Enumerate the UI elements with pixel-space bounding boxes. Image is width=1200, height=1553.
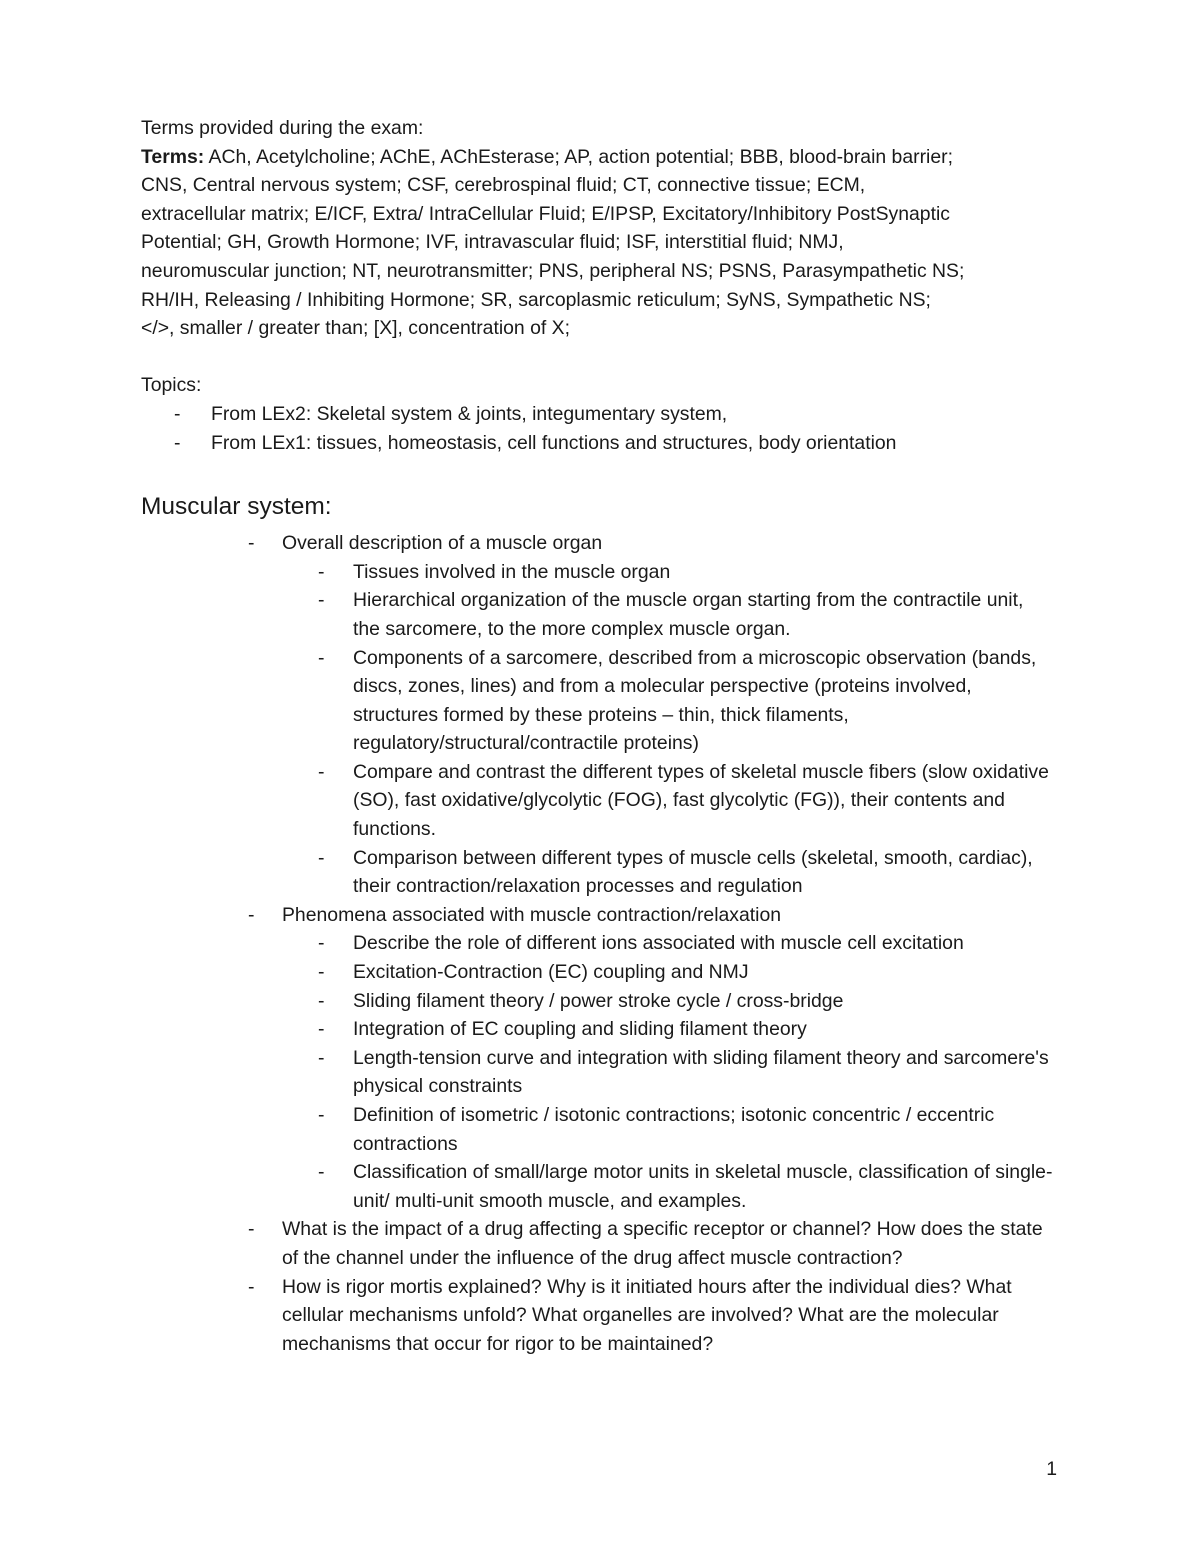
dash-bullet: -: [318, 846, 325, 869]
list-item: [141, 929, 1061, 958]
list-item: [141, 844, 1061, 901]
list-item: [141, 1015, 1061, 1044]
list-item: [141, 1273, 1061, 1359]
dash-bullet: -: [318, 961, 325, 984]
list-item: [141, 987, 1061, 1016]
dash-bullet: -: [318, 1018, 325, 1041]
dash-bullet: -: [318, 589, 325, 612]
dash-bullet: -: [174, 402, 181, 425]
list-item: [141, 958, 1061, 987]
list-item: [141, 901, 1061, 1216]
dash-bullet: -: [174, 431, 181, 454]
sub-item: Describe the role of different ions associated with muscle cell excitation: [353, 932, 964, 955]
dash-bullet: -: [318, 560, 325, 583]
sub-item: Comparison between different types of muscle cells (skeletal, smooth, cardiac), their contraction/relaxation processes and regulation: [353, 846, 1033, 898]
list-item: [141, 1158, 1061, 1215]
document-page: [141, 114, 1061, 1358]
page-number: 1: [1046, 1458, 1057, 1480]
terms-paragraph: [141, 143, 1061, 343]
outline-list: [141, 529, 1061, 1358]
terms-line: ACh, Acetylcholine; AChE, AChEsterase; AP, action potential; BBB, blood-brain barrier;: [204, 145, 953, 168]
list-item: [141, 586, 1061, 643]
sub-item: Integration of EC coupling and sliding filament theory: [353, 1018, 807, 1041]
sub-item: Components of a sarcomere, described from a microscopic observation (bands, discs, zones, lines) and from a molecular perspective (proteins involved, structures formed by these proteins – thin, thick filaments, regulatory/structural/contractile proteins): [353, 646, 1037, 755]
terms-line: CNS, Central nervous system; CSF, cerebrospinal fluid; CT, connective tissue; ECM,: [141, 174, 866, 197]
sub-item: Compare and contrast the different types of skeletal muscle fibers (slow oxidative (SO), fast oxidative/glycolytic (FOG), fast glycolytic (FG)), their contents and functions.: [353, 760, 1049, 841]
list-item: [141, 1215, 1061, 1272]
sub-item: Excitation-Contraction (EC) coupling and NMJ: [353, 961, 749, 984]
dash-bullet: -: [248, 903, 255, 926]
topics-list: [141, 400, 1061, 457]
terms-label: Terms:: [141, 145, 205, 168]
outline-item: What is the impact of a drug affecting a specific receptor or channel? How does the state of the channel under the influence of the drug affect muscle contraction?: [282, 1218, 1043, 1269]
sub-list: [141, 558, 1061, 901]
section-heading: Muscular system:: [141, 493, 332, 521]
dash-bullet: -: [318, 932, 325, 955]
dash-bullet: -: [248, 1275, 255, 1298]
topic-item: From LEx2: Skeletal system & joints, integumentary system,: [211, 402, 728, 425]
dash-bullet: -: [248, 532, 255, 555]
sub-item: Classification of small/large motor units in skeletal muscle, classification of single-unit/ multi-unit smooth muscle, and examples.: [353, 1161, 1053, 1212]
dash-bullet: -: [318, 1046, 325, 1069]
dash-bullet: -: [318, 1104, 325, 1126]
dash-bullet: -: [248, 1218, 255, 1241]
dash-bullet: -: [318, 989, 325, 1012]
sub-item: Tissues involved in the muscle organ: [353, 560, 671, 583]
intro-text: Terms provided during the exam:: [141, 117, 424, 139]
sub-item: Definition of isometric / isotonic contractions; isotonic concentric / eccentric contractions: [353, 1104, 995, 1155]
sub-list: [141, 929, 1061, 1215]
dash-bullet: -: [318, 760, 325, 783]
sub-item: Sliding filament theory / power stroke cycle / cross-bridge: [353, 989, 844, 1012]
outline-item: Overall description of a muscle organ: [282, 532, 603, 555]
list-item: [141, 1044, 1061, 1101]
outline-item: Phenomena associated with muscle contraction/relaxation: [282, 903, 782, 926]
terms-line: extracellular matrix; E/ICF, Extra/ IntraCellular Fluid; E/IPSP, Excitatory/Inhibitory PostSynaptic: [141, 202, 950, 225]
list-item: [141, 429, 1061, 458]
list-item: [141, 558, 1061, 587]
list-item: [141, 529, 1061, 901]
dash-bullet: -: [318, 646, 325, 669]
terms-line: neuromuscular junction; NT, neurotransmitter; PNS, peripheral NS; PSNS, Parasympathetic NS;: [141, 259, 965, 282]
dash-bullet: -: [318, 1161, 325, 1184]
sub-item: Hierarchical organization of the muscle organ starting from the contractile unit, the sarcomere, to the more complex muscle organ.: [353, 589, 1024, 640]
list-item: [141, 644, 1061, 758]
list-item: [141, 758, 1061, 844]
list-item: [141, 400, 1061, 429]
topics-label: Topics:: [141, 374, 202, 397]
topic-item: From LEx1: tissues, homeostasis, cell functions and structures, body orientation: [211, 431, 897, 454]
list-item: [141, 1101, 1061, 1158]
terms-line: </>, smaller / greater than; [X], concentration of X;: [141, 317, 570, 340]
terms-line: Potential; GH, Growth Hormone; IVF, intravascular fluid; ISF, interstitial fluid; NMJ,: [141, 231, 844, 254]
terms-line: RH/IH, Releasing / Inhibiting Hormone; SR, sarcoplasmic reticulum; SyNS, Sympathetic NS;: [141, 288, 931, 311]
sub-item: Length-tension curve and integration with sliding filament theory and sarcomere's physical constraints: [353, 1046, 1049, 1098]
outline-item: How is rigor mortis explained? Why is it initiated hours after the individual dies? What cellular mechanisms unfold? What organelles are involved? What are the molecular mechanisms that occur for rigor to be maintained?: [282, 1275, 1012, 1355]
